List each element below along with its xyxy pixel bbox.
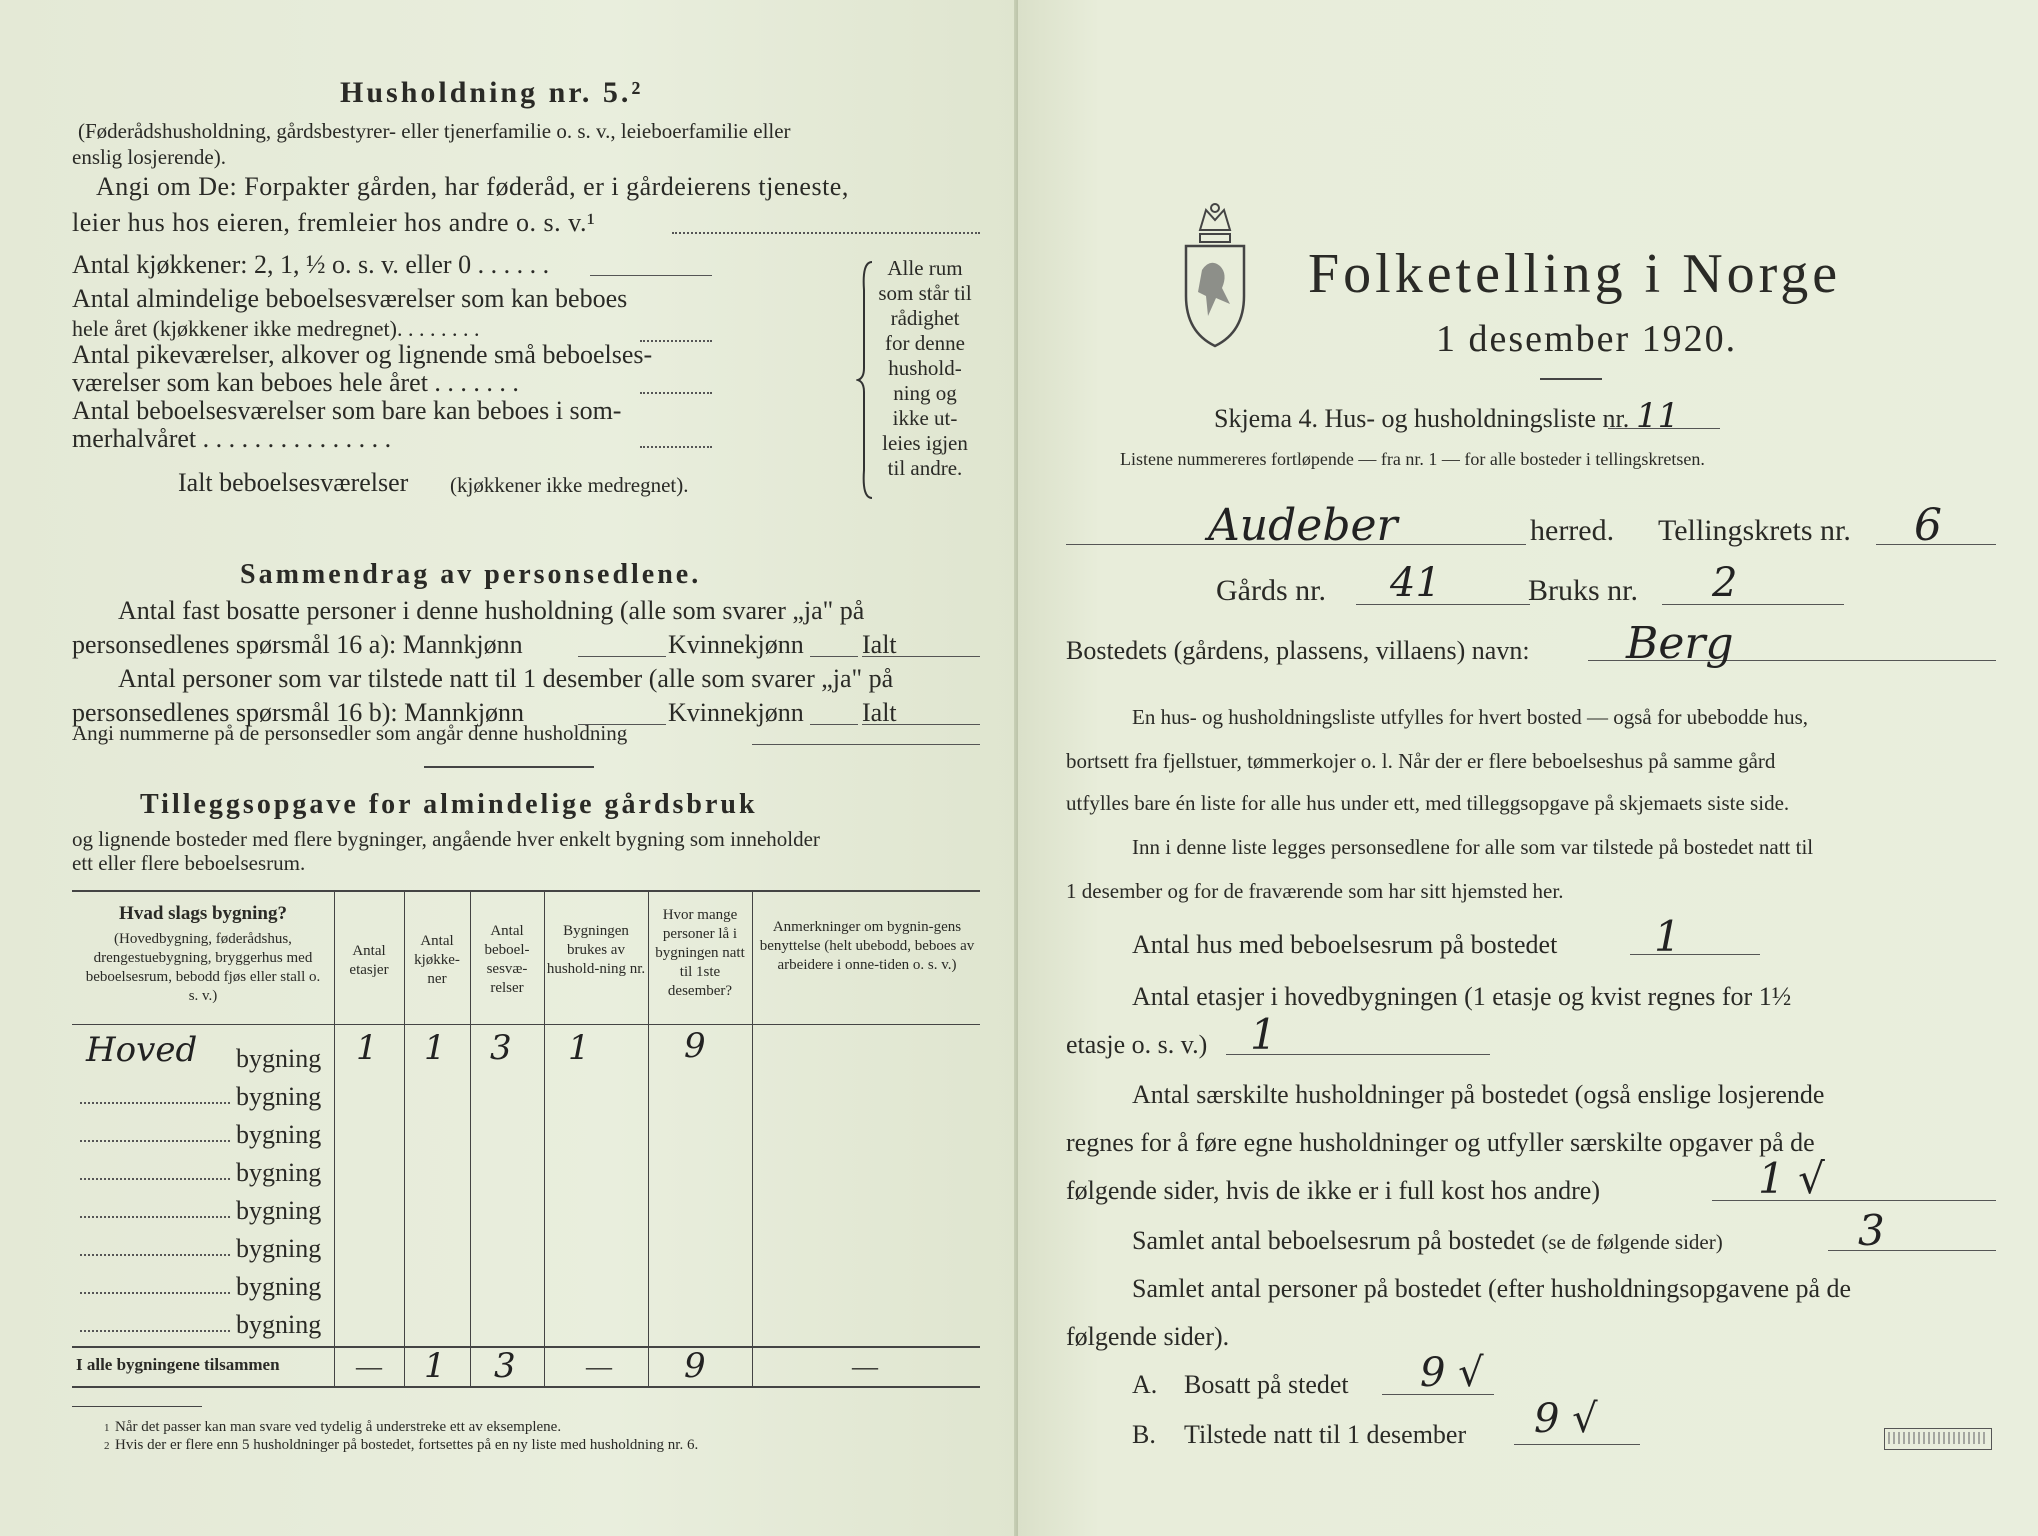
etasjer-line-1: Antal etasjer i hovedbygningen (1 etasje og kvist regnes for 1½: [1132, 982, 1792, 1011]
header-building-type: Hvad slags bygning?: [119, 903, 287, 924]
gards-value: 41: [1390, 560, 1441, 606]
tillegg-title: Tilleggsopgave for almindelige gårdsbruk: [140, 789, 758, 820]
b-label: B.: [1132, 1420, 1156, 1449]
row-1-husholdning: 1: [568, 1028, 590, 1068]
row-1-name: Hoved: [86, 1030, 198, 1070]
rooms-answer-3: [640, 446, 712, 448]
samlet-rum-value: 3: [1858, 1206, 1885, 1255]
krets-label: Tellingskrets nr.: [1658, 514, 1851, 547]
table-row: bygning: [236, 1310, 322, 1339]
total-label: I alle bygningene tilsammen: [76, 1355, 280, 1374]
header-husholdning: Bygningen brukes av hushold-ning nr.: [546, 923, 646, 977]
intro-line-2: enslig losjerende).: [72, 145, 226, 169]
samlet-pers-line-1: Samlet antal personer på bostedet (efter husholdningsopgavene på de: [1132, 1274, 1852, 1303]
header-vaerelser: Antal beboel-sesvæ-relser: [484, 923, 530, 996]
printer-stamp: [1884, 1428, 1992, 1450]
samlet-rum-label: Samlet antal beboelsesrum på bostedet (se de følgende sider): [1132, 1226, 1723, 1255]
etasjer-line-2: etasje o. s. v.): [1066, 1030, 1208, 1059]
a-value: 9 √: [1420, 1350, 1484, 1396]
rooms-answer-0: [590, 275, 712, 276]
footnote-2: 2 Hvis der er flere enn 5 husholdninger på bostedet, fortsettes på en ny liste med husholdning nr. 6.: [104, 1437, 699, 1453]
samlet-pers-line-2: følgende sider).: [1066, 1322, 1230, 1351]
hus-label: Antal hus med beboelsesrum på bostedet: [1132, 930, 1558, 959]
left-page: [0, 0, 1018, 1536]
summary-1a: Antal fast bosatte personer i denne husholdning (alle som svarer „ja" på: [118, 596, 865, 625]
row-1-label: bygning: [236, 1044, 322, 1073]
nummer-line: Angi nummerne på de personsedler som angår denne husholdning: [72, 721, 628, 745]
ask-line-1: Angi om De: Forpakter gården, har føderåd, er i gårdeierens tjeneste,: [96, 172, 849, 201]
rooms-line-2: hele året (kjøkkener ikke medregnet). . . . . . . .: [72, 316, 480, 341]
header-kjokkener: Antal kjøkke-ner: [414, 933, 460, 987]
header-building-desc: (Hovedbygning, føderådshus, drengestuebygning, bryggerhus med beboelsesrum, bebodd fjøs eller stall o. s. v.): [85, 931, 321, 1004]
summary-1-ialt: Ialt: [862, 630, 897, 659]
header-personer: Hvor mange personer lå i bygningen natt til 1ste desember?: [655, 907, 745, 999]
row-1-vaerelser: 3: [490, 1028, 512, 1068]
rooms-line-0: Antal kjøkkener: 2, 1, ½ o. s. v. eller 0 . . . . . .: [72, 250, 550, 279]
census-date: 1 desember 1920.: [1436, 318, 1738, 360]
row-1-personer: 9: [684, 1026, 706, 1066]
rooms-line-5: Antal beboelsesværelser som bare kan beboes i som-: [72, 396, 622, 425]
intro-line-1: (Føderådshusholdning, gårdsbestyrer- eller tjenerfamilie o. s. v., leieboerfamilie eller: [78, 119, 791, 143]
rooms-line-6: merhalvåret . . . . . . . . . . . . . . .: [72, 424, 392, 453]
a-label: A.: [1132, 1370, 1158, 1399]
tillegg-line-2: ett eller flere beboelsesrum.: [72, 851, 306, 875]
row-1-kjokken: 1: [424, 1028, 446, 1068]
summary-1b: personsedlenes spørsmål 16 a): Mannkjønn: [72, 630, 523, 659]
rooms-line-4: værelser som kan beboes hele året . . . . . . .: [72, 368, 519, 397]
listene-note: Listene nummereres fortløpende — fra nr. 1 — for alle bosteder i tellingskretsen.: [1120, 449, 1705, 469]
gards-label: Gårds nr.: [1216, 574, 1326, 607]
table-row: bygning: [236, 1082, 322, 1111]
summary-2a: Antal personer som var tilstede natt til 1 desember (alle som svarer „ja" på: [118, 664, 894, 693]
coat-of-arms-icon: [1180, 200, 1250, 350]
skjema-label: Skjema 4. Hus- og husholdningsliste nr.: [1214, 404, 1630, 433]
herred-value: Audeber: [1208, 500, 1398, 551]
rooms-line-3: Antal pikeværelser, alkover og lignende små beboelses-: [72, 340, 653, 369]
total-etasjer: —: [356, 1352, 382, 1381]
ialt-rooms-label: Ialt beboelsesværelser: [178, 468, 409, 497]
bosted-value: Berg: [1626, 618, 1734, 669]
total-husholdning: —: [586, 1352, 612, 1381]
table-row: bygning: [236, 1196, 322, 1225]
para1-line2: bortsett fra fjellstuer, tømmerkojer o. l. Når der er flere beboelseshus på samme gård: [1066, 749, 1776, 773]
b-value: 9 √: [1534, 1396, 1598, 1442]
ialt-rooms-note: (kjøkkener ikke medregnet).: [450, 473, 689, 497]
summary-2-ialt: Ialt: [862, 698, 897, 727]
table-row: bygning: [236, 1234, 322, 1263]
header-anmerkninger: Anmerkninger om bygnin-gens benyttelse (helt ubebodd, beboes av arbeidere i onne-tiden o. s. v.): [759, 919, 975, 973]
ask-line-2: leier hus hos eieren, fremleier hos andre o. s. v.¹: [72, 208, 596, 237]
total-personer: 9: [684, 1346, 706, 1386]
summary-1-kvinne: Kvinnekjønn: [668, 630, 804, 659]
a-text: Bosatt på stedet: [1184, 1370, 1349, 1399]
herred-label: herred.: [1530, 514, 1615, 547]
saerskilte-line-3: følgende sider, hvis de ikke er i full kost hos andre): [1066, 1176, 1600, 1205]
saerskilte-line-2: regnes for å føre egne husholdninger og utfyller særskilte opgaver på de: [1066, 1128, 1815, 1157]
para1-line3: utfylles bare én liste for alle hus under ett, med tilleggsopgave på skjemaets siste side.: [1066, 791, 1790, 815]
para2-line2: 1 desember og for de fraværende som har sitt hjemsted her.: [1066, 879, 1564, 903]
table-row: bygning: [236, 1272, 322, 1301]
census-title: Folketelling i Norge: [1308, 243, 1842, 305]
summary-2b: personsedlenes spørsmål 16 b): Mannkjønn: [72, 698, 525, 727]
rooms-line-1: Antal almindelige beboelsesværelser som kan beboes: [72, 284, 628, 313]
total-kjokken: 1: [424, 1346, 446, 1386]
skjema-value: 11: [1636, 396, 1680, 436]
krets-value: 6: [1914, 500, 1942, 551]
side-note: Alle rum som står til rådighet for denne hushold- ning og ikke ut- leies igjen til andre.: [878, 256, 972, 480]
total-anm: —: [852, 1352, 878, 1381]
hus-value: 1: [1654, 912, 1681, 961]
summary-2-kvinne: Kvinnekjønn: [668, 698, 804, 727]
saerskilte-line-1: Antal særskilte husholdninger på bostedet (også enslige losjerende: [1132, 1080, 1825, 1109]
bosted-label: Bostedets (gårdens, plassens, villaens) navn:: [1066, 636, 1530, 665]
table-row: bygning: [236, 1158, 322, 1187]
table-row: bygning: [236, 1120, 322, 1149]
para2-line1: Inn i denne liste legges personsedlene for alle som var tilstede på bostedet natt til: [1132, 835, 1814, 859]
rooms-answer-2: [640, 392, 712, 394]
row-1-etasjer: 1: [356, 1028, 378, 1068]
tillegg-line-1: og lignende bosteder med flere bygninger, angående hver enkelt bygning som inneholder: [72, 827, 820, 851]
etasjer-value: 1: [1250, 1010, 1277, 1059]
header-etasjer: Antal etasjer: [349, 943, 389, 978]
divider: [424, 766, 594, 768]
b-text: Tilstede natt til 1 desember: [1184, 1420, 1467, 1449]
saerskilte-value: 1 √: [1758, 1154, 1825, 1203]
total-vaerelser: 3: [494, 1346, 516, 1386]
summary-title: Sammendrag av personsedlene.: [240, 559, 702, 590]
right-page: [1018, 0, 2038, 1536]
ask-answer-line: [672, 232, 980, 234]
bruks-label: Bruks nr.: [1528, 574, 1639, 607]
bruks-value: 2: [1712, 560, 1738, 606]
household-title: Husholdning nr. 5.²: [340, 76, 644, 109]
footnote-1: 1 Når det passer kan man svare ved tydelig å understreke ett av eksemplene.: [104, 1419, 562, 1435]
para1-line1: En hus- og husholdningsliste utfylles for hvert bosted — også for ubebodde hus,: [1132, 705, 1808, 729]
